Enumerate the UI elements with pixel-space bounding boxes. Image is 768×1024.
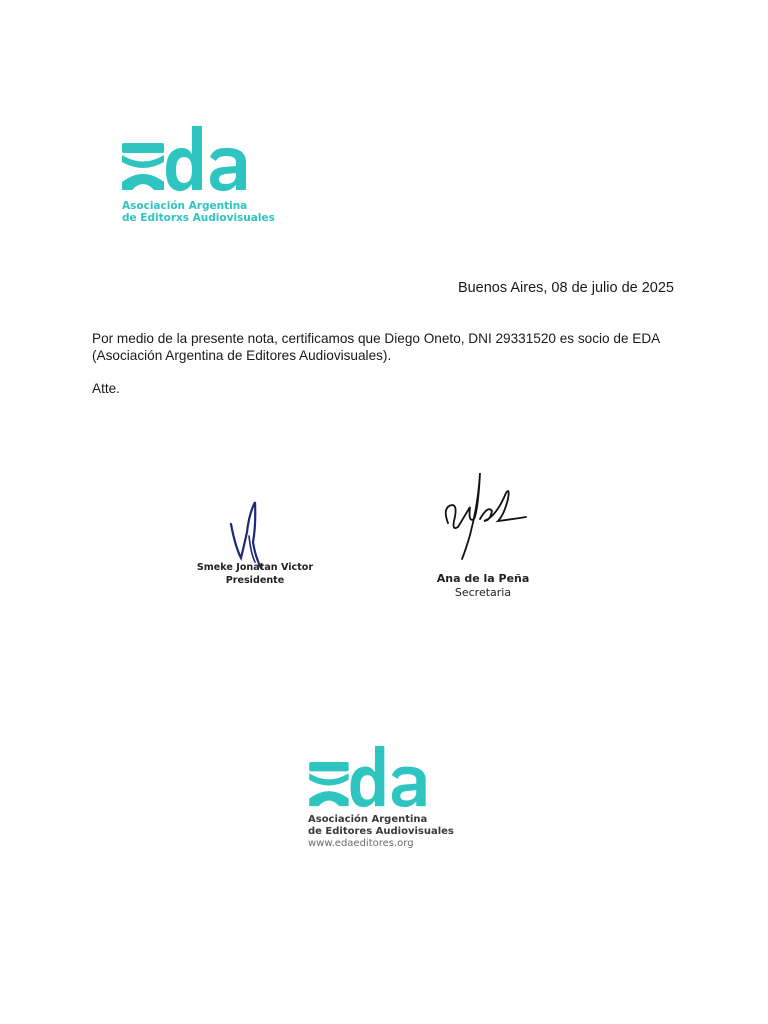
signer-role-2: Secretaria [454,585,512,599]
footer-logo [307,746,467,856]
signer-role-1: Presidente [225,575,285,586]
date-line: Buenos Aires, 08 de julio de 2025 [457,280,674,296]
signature-block-2 [418,572,548,599]
footer-url: www.edaeditores.org [308,838,414,849]
signature-block-1 [190,561,320,587]
eda-logo-mark [120,126,262,192]
footer-logo-line1: Asociación Argentina [308,814,428,825]
eda-footer-logo-mark [307,746,441,808]
header-logo-line2: de Editorxs Audiovisuales [122,212,275,224]
closing-text: Atte. [92,381,120,396]
header-logo-line1: Asociación Argentina [122,200,248,212]
signer-name-2: Ana de la Peña [436,572,530,585]
body-paragraph: Por medio de la presente nota, certificamos que Diego Oneto, DNI 29331520 es socio de EDA (Asociación Argentina de Editores Audiovisuales). [92,331,660,363]
footer-logo-line2: de Editores Audiovisuales [308,826,454,837]
signature-secretary [440,465,540,565]
header-logo [120,126,280,226]
signer-name-1: Smeke Jonatan Victor [196,562,314,573]
